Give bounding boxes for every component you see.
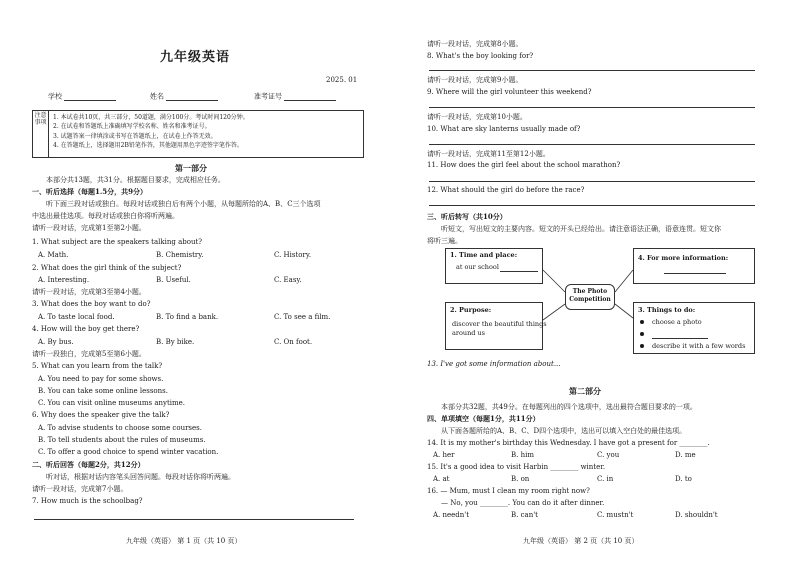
exam-title: 九年级英语 xyxy=(160,50,231,65)
question-16-option-a[interactable]: A. needn't xyxy=(433,511,470,519)
question-4-option-a[interactable]: A. By bus. xyxy=(38,338,74,346)
box-title: 1. Time and place: xyxy=(450,251,518,259)
diagram-box-time-place xyxy=(445,248,543,284)
question-3-option-a[interactable]: A. To taste local food. xyxy=(38,313,115,321)
question-6-option-b[interactable]: B. To tell students about the rules of museums. xyxy=(38,436,206,444)
question-2-option-b[interactable]: B. Useful. xyxy=(156,276,191,284)
bullet-icon xyxy=(640,344,644,348)
diagram-box-more-info xyxy=(633,248,755,284)
section-one-desc-2: 中选出最佳选项。每段对话或独白你将听两遍。 xyxy=(32,212,179,220)
question-14-stem: 14. It is my mother's birthday this Wednesday. I have got a present for ________. xyxy=(427,439,710,447)
notice-item: 3. 试题答案一律填涂或书写在答题纸上，在试卷上作答无效。 xyxy=(53,132,217,140)
list-item xyxy=(640,331,708,339)
listen-instruction: 请听一段对话，完成第3至第4小题。 xyxy=(32,288,146,296)
section-four-desc: 从下面各题所给的A、B、C、D四个选项中，选出可以填入空白处的最佳选项。 xyxy=(441,427,687,435)
listen-instruction: 请听一段对话，完成第1至第2小题。 xyxy=(32,224,146,232)
question-12-answer-line[interactable] xyxy=(429,205,755,206)
question-6-option-c[interactable]: C. To offer a good choice to spend winter vacation. xyxy=(38,448,219,456)
school-blank[interactable] xyxy=(64,92,116,101)
page-footer: 九年级（英语） 第 1 页（共 10 页） xyxy=(126,537,242,545)
question-16-option-b[interactable]: B. can't xyxy=(511,511,538,519)
list-item xyxy=(640,319,702,327)
question-13-stem: 13. I've got some information about... xyxy=(427,360,561,368)
question-15-option-b[interactable]: B. on xyxy=(511,475,530,483)
box-text: discover the beautiful things xyxy=(452,320,547,328)
question-16-option-c[interactable]: C. mustn't xyxy=(597,511,634,519)
section-two-title: 二、听后回答（每题2分，共12分） xyxy=(32,460,145,469)
diagram-center-topic: The Photo Competition xyxy=(565,284,615,310)
list-item-text: choose a photo xyxy=(652,318,702,326)
notice-item: 1. 本试卷共10页，共三部分，50道题，满分100分。考试时间120分钟。 xyxy=(53,114,249,121)
question-6-option-a[interactable]: A. To advise students to choose some courses. xyxy=(38,424,202,432)
page-footer: 九年级（英语） 第 2 页（共 10 页） xyxy=(523,537,639,545)
exam-number-blank[interactable] xyxy=(284,92,336,101)
school-field[interactable] xyxy=(48,92,116,101)
section-one-title: 一、听后选择（每题1.5分，共9分） xyxy=(32,187,148,196)
question-15-option-a[interactable]: A. at xyxy=(433,475,450,483)
exam-date: 2025. 01 xyxy=(326,76,358,84)
section-two-desc: 听对话，根据对话内容笔头回答问题。每段对话你将听两遍。 xyxy=(46,473,235,481)
question-3-option-c[interactable]: C. To see a film. xyxy=(274,313,331,321)
question-3-stem: 3. What does the boy want to do? xyxy=(32,300,151,308)
listen-instruction: 请听一段独白，完成第5至第6小题。 xyxy=(32,350,146,358)
list-item xyxy=(640,343,745,351)
section-four-title: 四、单项填空（每题1分，共11分） xyxy=(427,414,540,423)
box-text: at our school xyxy=(456,263,499,271)
diagram-box-purpose xyxy=(445,302,547,350)
listen-instruction: 请听一段对话，完成第7小题。 xyxy=(32,485,128,493)
question-14-option-b[interactable]: B. him xyxy=(511,451,534,459)
question-11-stem: 11. How does the girl feel about the school marathon? xyxy=(427,161,621,169)
notice-item: 4. 在答题纸上，选择题用2B铅笔作答，其他题用黑色字迹签字笔作答。 xyxy=(53,141,243,149)
question-1-option-a[interactable]: A. Math. xyxy=(38,251,69,259)
question-4-option-b[interactable]: B. By bike. xyxy=(156,338,195,346)
box-title: 3. Things to do: xyxy=(638,306,696,314)
question-2-option-c[interactable]: C. Easy. xyxy=(274,276,302,284)
question-15-option-c[interactable]: C. in xyxy=(597,475,614,483)
question-6-stem: 6. Why does the speaker give the talk? xyxy=(32,411,170,419)
blank-1[interactable] xyxy=(500,271,538,272)
question-16-stem-2: — No, you ________. You can do it after dinner. xyxy=(441,499,605,507)
notice-box xyxy=(32,110,364,158)
box-title: 4. For more information: xyxy=(638,254,729,262)
listen-instruction: 请听一段对话，完成第10小题。 xyxy=(427,113,527,121)
notice-lines xyxy=(53,113,249,150)
question-11-answer-line[interactable] xyxy=(429,181,755,182)
box-title: 2. Purpose: xyxy=(450,306,492,314)
diagram-box-things-to-do xyxy=(633,302,755,354)
question-5-stem: 5. What can you learn from the talk? xyxy=(32,362,163,370)
part-two-title: 第二部分 xyxy=(569,386,601,396)
question-1-option-b[interactable]: B. Chemistry. xyxy=(156,251,204,259)
box-text: around us xyxy=(452,329,486,337)
notice-item: 2. 在试卷和答题纸上准确填写学校名称、姓名和准考证号。 xyxy=(53,123,211,131)
question-1-stem: 1. What subject are the speakers talking about? xyxy=(32,238,203,246)
name-field[interactable] xyxy=(150,92,218,101)
question-5-option-a[interactable]: A. You need to pay for some shows. xyxy=(38,375,164,383)
listen-instruction: 请听一段对话，完成第9小题。 xyxy=(427,76,523,84)
section-one-desc-1: 听下面三段对话或独白。每段对话或独白后有两个小题，从每题所给的A、B、C三个选项 xyxy=(46,200,321,208)
question-3-option-b[interactable]: B. To find a bank. xyxy=(156,313,219,321)
question-9-stem: 9. Where will the girl volunteer this weekend? xyxy=(427,88,592,96)
name-blank[interactable] xyxy=(166,92,218,101)
part-one-title: 第一部分 xyxy=(175,163,207,173)
part-two-desc: 本部分共32题，共49分。在每题列出的四个选项中，选出最符合题目要求的一项。 xyxy=(441,403,697,411)
blank-4[interactable] xyxy=(664,273,726,274)
section-three-desc-1: 听短文，写出短文的主要内容。短文的开头已经给出。请注意语法正确，语意连贯。短文你 xyxy=(441,225,721,233)
question-10-stem: 10. What are sky lanterns usually made of? xyxy=(427,125,581,133)
question-15-option-d[interactable]: D. to xyxy=(675,475,692,483)
question-9-answer-line[interactable] xyxy=(429,107,755,108)
question-1-option-c[interactable]: C. History. xyxy=(274,251,312,259)
name-label: 姓名 xyxy=(150,92,164,101)
question-4-stem: 4. How will the boy get there? xyxy=(32,325,140,333)
listen-instruction: 请听一段对话，完成第8小题。 xyxy=(427,40,523,48)
question-8-answer-line[interactable] xyxy=(429,70,755,71)
section-three-desc-2: 将听三遍。 xyxy=(427,237,462,245)
question-16-option-d[interactable]: D. shouldn't xyxy=(675,511,718,519)
blank-3[interactable] xyxy=(652,333,708,339)
question-7-answer-line[interactable] xyxy=(34,519,354,520)
exam-page-2 xyxy=(397,0,794,567)
question-15-stem: 15. It's a good idea to visit Harbin ________ winter. xyxy=(427,463,606,471)
part-one-desc: 本部分共13题，共31分。根据题目要求，完成相应任务。 xyxy=(46,176,225,184)
bullet-icon xyxy=(640,320,644,324)
question-14-option-c[interactable]: C. you xyxy=(597,451,620,459)
question-2-stem: 2. What does the girl think of the subject? xyxy=(32,264,182,272)
notice-label: 注意事项 xyxy=(33,111,49,157)
question-7-stem: 7. How much is the schoolbag? xyxy=(32,497,143,505)
question-14-option-a[interactable]: A. her xyxy=(433,451,455,459)
question-12-stem: 12. What should the girl do before the race? xyxy=(427,186,585,194)
question-4-option-c[interactable]: C. On foot. xyxy=(274,338,313,346)
list-item-text: describe it with a few words xyxy=(652,342,746,350)
question-16-stem-1: 16. — Mum, must I clean my room right now? xyxy=(427,487,590,495)
question-5-option-c[interactable]: C. You can visit online museums anytime. xyxy=(38,399,186,407)
question-8-stem: 8. What's the boy looking for? xyxy=(427,52,534,60)
question-2-option-a[interactable]: A. Interesting. xyxy=(38,276,90,284)
bullet-icon xyxy=(640,332,644,336)
exam-number-field[interactable] xyxy=(254,92,336,101)
section-three-title: 三、听后转写（共10分） xyxy=(427,212,507,221)
question-10-answer-line[interactable] xyxy=(429,144,755,145)
school-label: 学校 xyxy=(48,92,62,101)
exam-number-label: 准考证号 xyxy=(254,92,282,101)
question-14-option-d[interactable]: D. me xyxy=(675,451,696,459)
question-5-option-b[interactable]: B. You can take some online lessons. xyxy=(38,387,168,395)
listen-instruction: 请听一段对话，完成第11至第12小题。 xyxy=(427,150,550,158)
